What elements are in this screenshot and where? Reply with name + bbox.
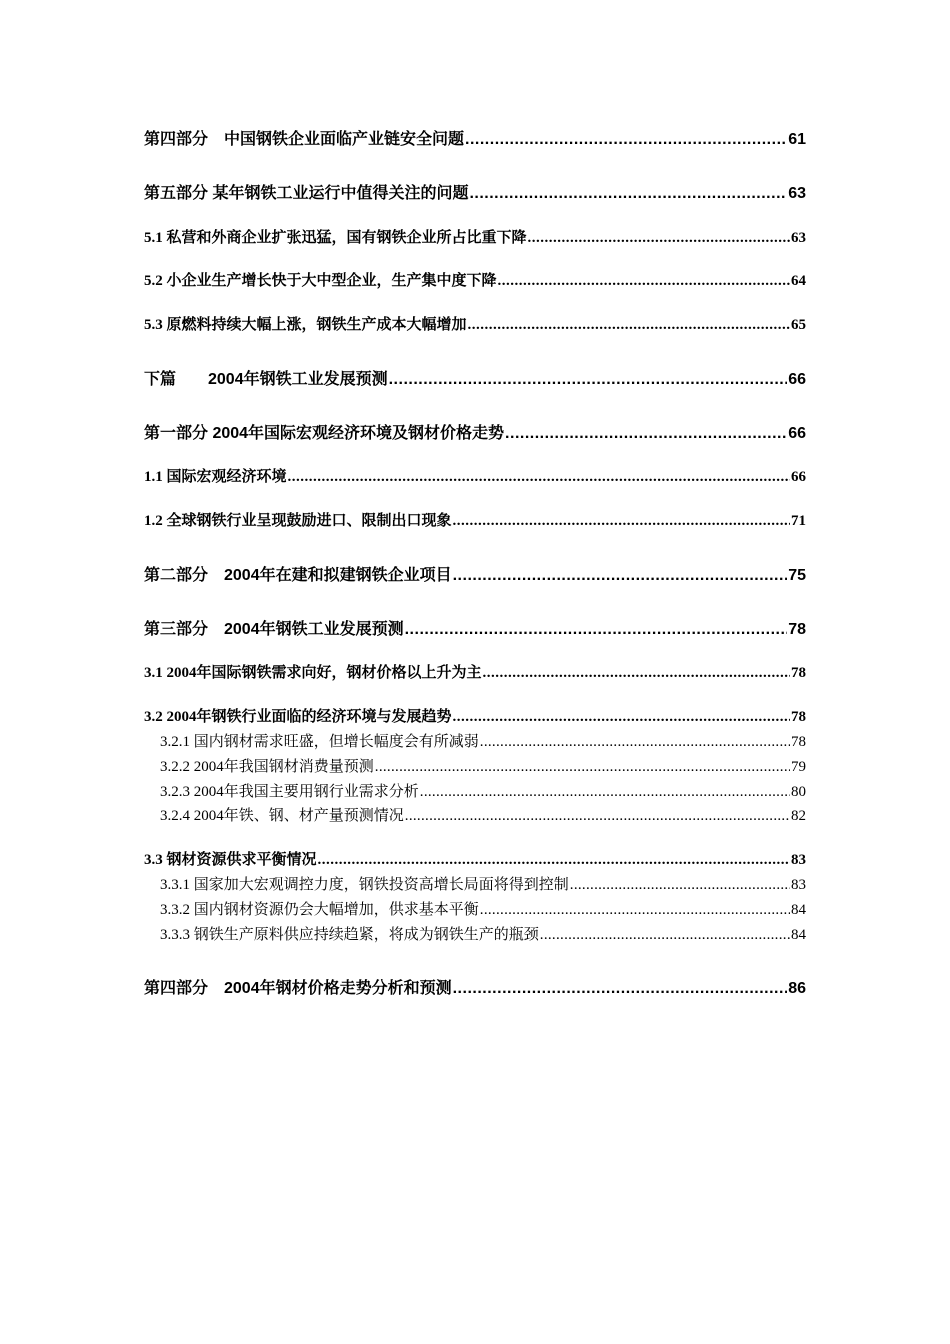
- toc-entry-title: 下篇 2004年钢铁工业发展预测: [144, 371, 388, 388]
- toc-leader-dots: [453, 567, 788, 585]
- toc-entry-page: 78: [788, 621, 806, 638]
- toc-entry-page: 84: [791, 902, 806, 918]
- toc-entry[interactable]: [144, 975, 806, 998]
- toc-entry-page: 63: [791, 230, 806, 246]
- toc-entry-title: 1.2 全球钢铁行业呈现鼓励进口、限制出口现象: [144, 513, 452, 529]
- toc-entry-page: 64: [791, 273, 806, 289]
- toc-leader-dots: [288, 469, 790, 486]
- toc-entry[interactable]: [144, 898, 806, 919]
- toc-entry-title: 3.3.3 钢铁生产原料供应持续趋紧，将成为钢铁生产的瓶颈: [160, 927, 539, 943]
- toc-entry-page: 78: [791, 665, 806, 681]
- toc-entry-page: 83: [791, 877, 806, 893]
- toc-leader-dots: [453, 980, 788, 998]
- toc-entry[interactable]: [144, 804, 806, 825]
- toc-entry-page: 75: [788, 567, 806, 584]
- toc-leader-dots: [453, 709, 790, 726]
- toc-entry[interactable]: [144, 313, 806, 334]
- toc-entry-page: 61: [788, 131, 806, 148]
- toc-leader-dots: [528, 230, 790, 247]
- toc-leader-dots: [480, 734, 790, 751]
- toc-entry[interactable]: [144, 755, 806, 776]
- toc-leader-dots: [498, 273, 790, 290]
- toc-entry[interactable]: [144, 509, 806, 530]
- toc-leader-dots: [505, 425, 787, 443]
- toc-leader-dots: [483, 665, 790, 682]
- toc-entry-title: 1.1 国际宏观经济环境: [144, 469, 287, 485]
- toc-leader-dots: [570, 877, 790, 894]
- toc-entry[interactable]: [144, 661, 806, 682]
- toc-entry-title: 第三部分 2004年钢铁工业发展预测: [144, 621, 404, 638]
- toc-leader-dots: [389, 371, 788, 389]
- toc-entry-page: 79: [791, 759, 806, 775]
- toc-entry-page: 66: [788, 425, 806, 442]
- toc-entry-title: 3.2 2004年钢铁行业面临的经济环境与发展趋势: [144, 709, 452, 725]
- toc-leader-dots: [405, 621, 788, 639]
- toc-entry[interactable]: [144, 848, 806, 869]
- toc-entry[interactable]: [144, 126, 806, 149]
- toc-entry-title: 第一部分 2004年国际宏观经济环境及钢材价格走势: [144, 425, 505, 442]
- toc-entry-page: 66: [791, 469, 806, 485]
- toc-entry-title: 第五部分 某年钢铁工业运行中值得关注的问题: [144, 185, 469, 202]
- toc-entry-title: 第二部分 2004年在建和拟建钢铁企业项目: [144, 567, 452, 584]
- toc-entry-title: 3.1 2004年国际钢铁需求向好，钢材价格以上升为主: [144, 665, 482, 681]
- toc-entry-page: 82: [791, 808, 806, 824]
- toc-entry-title: 3.2.1 国内钢材需求旺盛，但增长幅度会有所减弱: [160, 734, 479, 750]
- toc-entry-page: 66: [788, 371, 806, 388]
- toc-entry[interactable]: [144, 705, 806, 726]
- toc-entry[interactable]: [144, 730, 806, 751]
- toc-entry[interactable]: [144, 873, 806, 894]
- toc-entry-title: 3.2.4 2004年铁、钢、材产量预测情况: [160, 808, 404, 824]
- toc-entry[interactable]: [144, 366, 806, 389]
- toc-entry-title: 3.3.2 国内钢材资源仍会大幅增加，供求基本平衡: [160, 902, 479, 918]
- toc-entry[interactable]: [144, 465, 806, 486]
- toc-entry-title: 3.2.3 2004年我国主要用钢行业需求分析: [160, 784, 419, 800]
- toc-leader-dots: [420, 784, 790, 801]
- toc-entry[interactable]: [144, 180, 806, 203]
- toc-leader-dots: [540, 927, 790, 944]
- toc-entry[interactable]: [144, 616, 806, 639]
- toc-leader-dots: [480, 902, 790, 919]
- toc-entry[interactable]: [144, 923, 806, 944]
- toc-entry-page: 84: [791, 927, 806, 943]
- toc-entry[interactable]: [144, 562, 806, 585]
- toc-entry-page: 78: [791, 709, 806, 725]
- toc-leader-dots: [453, 513, 790, 530]
- toc-entry-page: 83: [791, 852, 806, 868]
- toc-entry-page: 78: [791, 734, 806, 750]
- toc-entry-page: 80: [791, 784, 806, 800]
- toc-entry-title: 5.2 小企业生产增长快于大中型企业，生产集中度下降: [144, 273, 497, 289]
- toc-entry[interactable]: [144, 226, 806, 247]
- toc-leader-dots: [405, 808, 790, 825]
- toc-entry-title: 3.3 钢材资源供求平衡情况: [144, 852, 317, 868]
- toc-entry-title: 3.2.2 2004年我国钢材消费量预测: [160, 759, 374, 775]
- toc-leader-dots: [318, 852, 790, 869]
- toc-entry-page: 86: [788, 980, 806, 997]
- toc-leader-dots: [468, 317, 790, 334]
- toc-entry[interactable]: [144, 780, 806, 801]
- toc-entry-page: 63: [788, 185, 806, 202]
- toc-entry[interactable]: [144, 269, 806, 290]
- toc-entry-title: 第四部分 中国钢铁企业面临产业链安全问题: [144, 131, 465, 148]
- toc-entry-title: 第四部分 2004年钢材价格走势分析和预测: [144, 980, 452, 997]
- toc-leader-dots: [465, 131, 787, 149]
- toc-leader-dots: [469, 185, 787, 203]
- toc-entry-page: 65: [791, 317, 806, 333]
- toc-entry-page: 71: [791, 513, 806, 529]
- toc-entry-title: 5.1 私营和外商企业扩张迅猛，国有钢铁企业所占比重下降: [144, 230, 527, 246]
- toc-entry[interactable]: [144, 420, 806, 443]
- toc-entry-title: 3.3.1 国家加大宏观调控力度，钢铁投资高增长局面将得到控制: [160, 877, 569, 893]
- toc-leader-dots: [375, 759, 790, 776]
- toc-entry-title: 5.3 原燃料持续大幅上涨，钢铁生产成本大幅增加: [144, 317, 467, 333]
